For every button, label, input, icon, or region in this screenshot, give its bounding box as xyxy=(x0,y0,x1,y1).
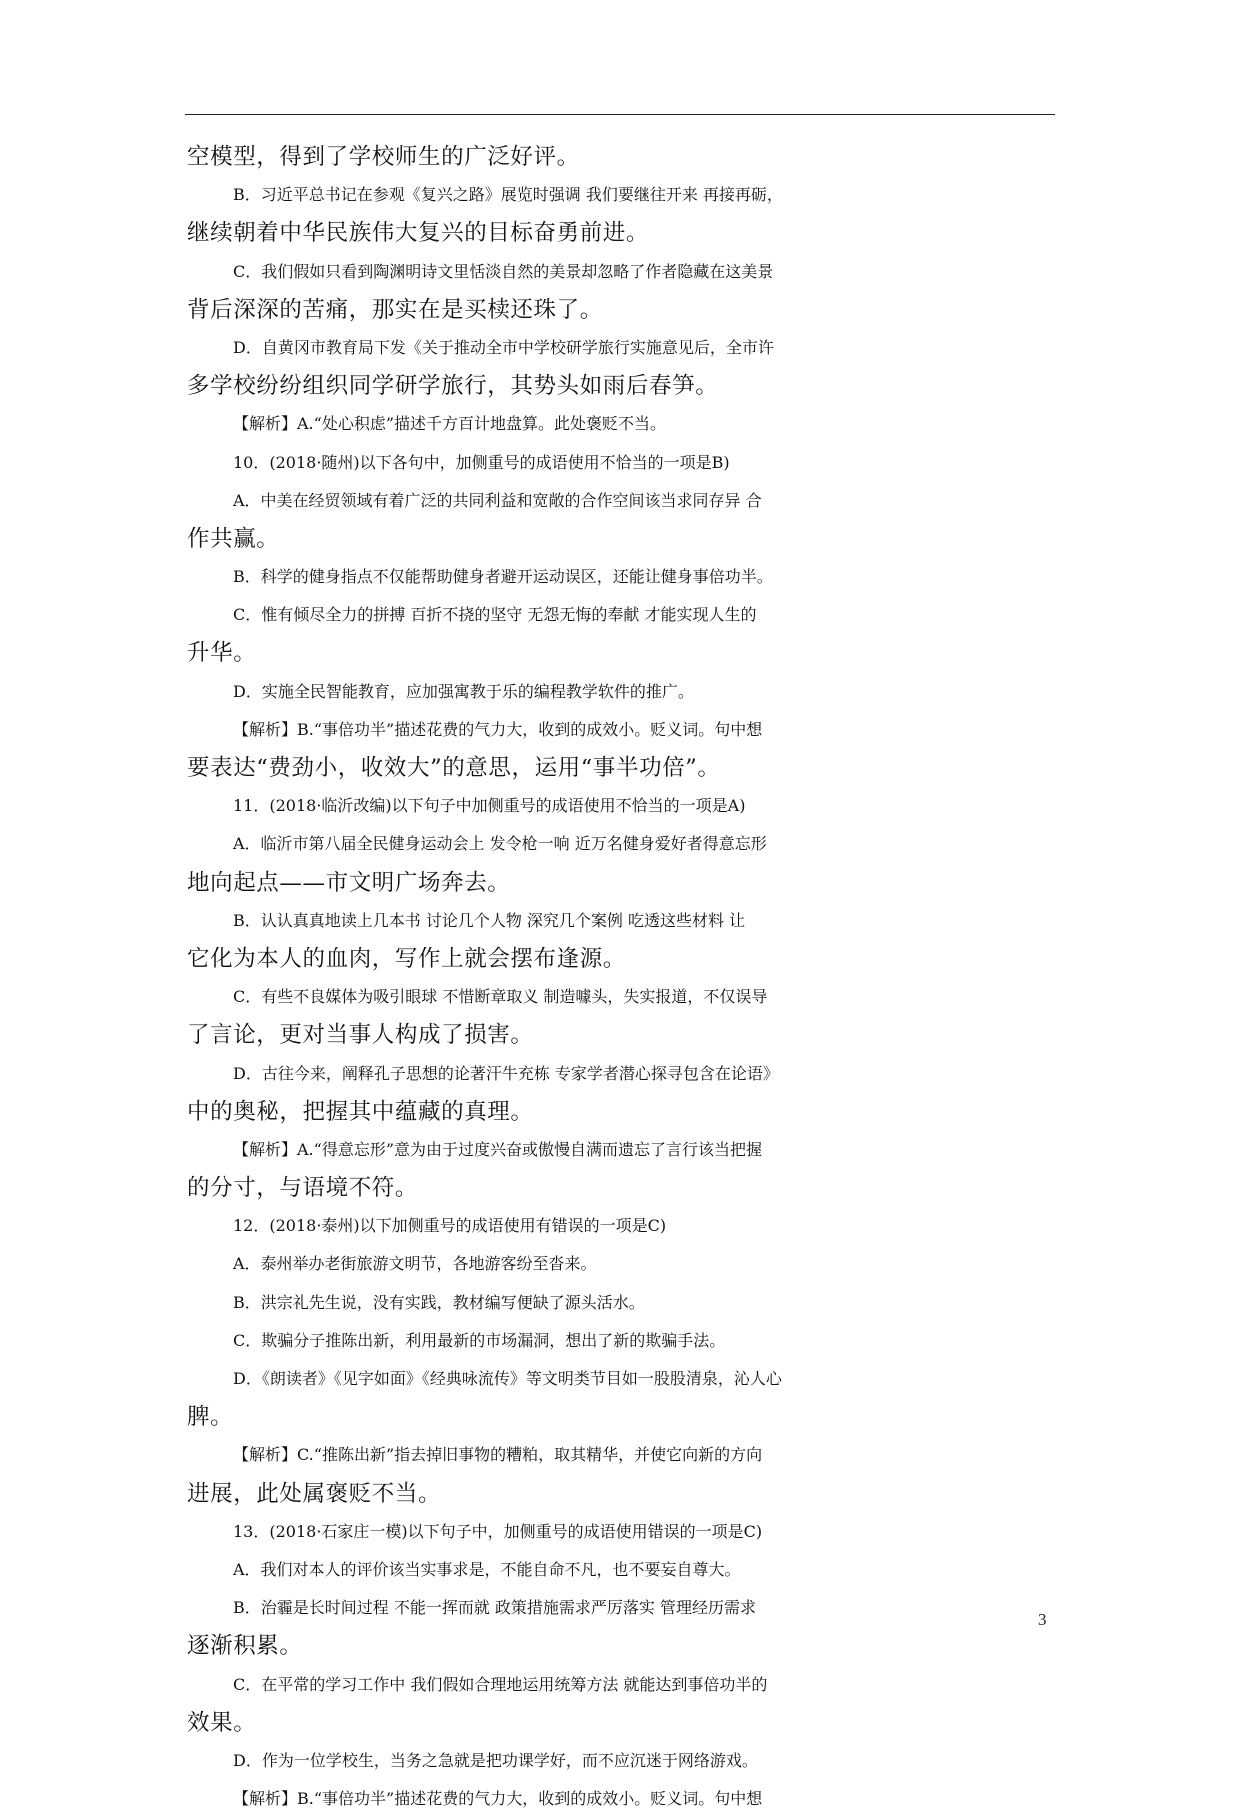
text-line: B．认认真真地读上几本书 讨论几个人物 深究几个案例 吃透这些材料 让 xyxy=(233,910,746,930)
question-line: 12．(2018·泰州)以下加侧重号的成语使用有错误的一项是C) xyxy=(233,1216,667,1236)
text-line: A．我们对本人的评价该当实事求是，不能自命不凡，也不要妄自尊大。 xyxy=(233,1559,741,1579)
text-line: 要表达“费劲小，收效大”的意思，运用“事半功倍”。 xyxy=(187,755,721,781)
text-line: C．我们假如只看到陶渊明诗文里恬淡自然的美景却忽略了作者隐藏在这美景 xyxy=(233,261,774,281)
text-line: 进展，此处属褒贬不当。 xyxy=(187,1480,442,1507)
text-line: 作共赢。 xyxy=(187,525,280,552)
text-line: B．习近平总书记在参观《复兴之路》展览时强调 我们要继往开来 再接再砺， xyxy=(233,185,783,205)
text-line: D．《朗读者》《见字如面》《经典咏流传》等文明类节目如一股股清泉，沁人心 xyxy=(233,1369,782,1388)
question-line: 11．(2018·临沂改编)以下句子中加侧重号的成语使用不恰当的一项是A) xyxy=(233,796,746,816)
text-line: 多学校纷纷组织同学研学旅行，其势头如雨后春笋。 xyxy=(187,373,719,400)
text-line: B．洪宗礼先生说，没有实践，教材编写便缺了源头活水。 xyxy=(233,1292,645,1312)
text-line: 升华。 xyxy=(187,640,257,667)
text-line: D．作为一位学校生，当务之急就是把功课学好，而不应沉迷于网络游戏。 xyxy=(233,1750,758,1770)
text-line: 背后深深的苦痛，那实在是买椟还珠了。 xyxy=(187,296,603,323)
text-line: D．古往今来，阐释孔子思想的论著汗牛充栋 专家学者潜心探寻包含在论语》 xyxy=(233,1063,779,1083)
text-line: C．欺骗分子推陈出新，利用最新的市场漏洞，想出了新的欺骗手法。 xyxy=(233,1330,726,1350)
text-line: 脾。 xyxy=(187,1404,234,1431)
text-line: A．泰州举办老街旅游文明节，各地游客纷至沓来。 xyxy=(233,1254,597,1274)
text-line: A．临沂市第八届全民健身运动会上 发令枪一响 近万名健身爱好者得意忘形 xyxy=(233,834,767,854)
text-line: C．在平常的学习工作中 我们假如合理地运用统筹方法 就能达到事倍功半的 xyxy=(233,1674,768,1694)
text-line: C．惟有倾尽全力的拼搏 百折不挠的坚守 无怨无悔的奉献 才能实现人生的 xyxy=(233,605,757,625)
text-line: B．治霾是长时间过程 不能一挥而就 政策措施需求严厉落实 管理经历需求 xyxy=(233,1598,757,1618)
text-line: 逐渐积累。 xyxy=(187,1633,303,1660)
text-line: C．有些不良媒体为吸引眼球 不惜断章取义 制造噱头，失实报道，不仅误导 xyxy=(233,987,768,1007)
question-line: 13．(2018·石家庄一模)以下句子中，加侧重号的成语使用错误的一项是C) xyxy=(233,1521,763,1541)
text-line: 【解析】B.“事倍功半”描述花费的气力大，收到的成效小。贬义词。句中想 xyxy=(233,1789,763,1809)
text-line: D．实施全民智能教育，应加强寓教于乐的编程教学软件的推广。 xyxy=(233,681,694,701)
text-line: A．中美在经贸领域有着广泛的共同利益和宽敞的合作空间该当求同存异 合 xyxy=(233,490,762,510)
text-line: 它化为本人的血肉，写作上就会摆布逢源。 xyxy=(187,945,626,972)
page-number: 3 xyxy=(1038,1610,1047,1629)
text-line: 空模型，得到了学校师生的广泛好评。 xyxy=(187,144,580,170)
text-line: D．自黄冈市教育局下发《关于推动全市中学校研学旅行实施意见后，全市许 xyxy=(233,337,774,357)
text-line: 继续朝着中华民族伟大复兴的目标奋勇前进。 xyxy=(187,220,650,247)
text-line: 地向起点——市文明广场奔去。 xyxy=(187,869,511,896)
header-rule xyxy=(185,114,1055,115)
question-line: 10．(2018·随州)以下各句中，加侧重号的成语使用不恰当的一项是B) xyxy=(233,452,730,472)
text-line: 了言论，更对当事人构成了损害。 xyxy=(187,1022,534,1049)
text-line: 【解析】A.“处心积虑”描述千方百计地盘算。此处褒贬不当。 xyxy=(233,414,667,434)
text-line: 效果。 xyxy=(187,1709,257,1736)
text-line: 的分寸，与语境不符。 xyxy=(187,1175,419,1202)
text-line: 【解析】C.“推陈出新”指去掉旧事物的糟粕，取其精华，并使它向新的方向 xyxy=(233,1445,763,1465)
text-line: B．科学的健身指点不仅能帮助健身者避开运动误区，还能让健身事倍功半。 xyxy=(233,567,773,587)
text-line: 【解析】A.“得意忘形”意为由于过度兴奋或傲慢自满而遗忘了言行该当把握 xyxy=(233,1139,763,1159)
text-line: 【解析】B.“事倍功半”描述花费的气力大，收到的成效小。贬义词。句中想 xyxy=(233,719,763,739)
text-line: 中的奥秘，把握其中蕴藏的真理。 xyxy=(187,1098,534,1125)
page-body-text xyxy=(187,138,1057,1818)
